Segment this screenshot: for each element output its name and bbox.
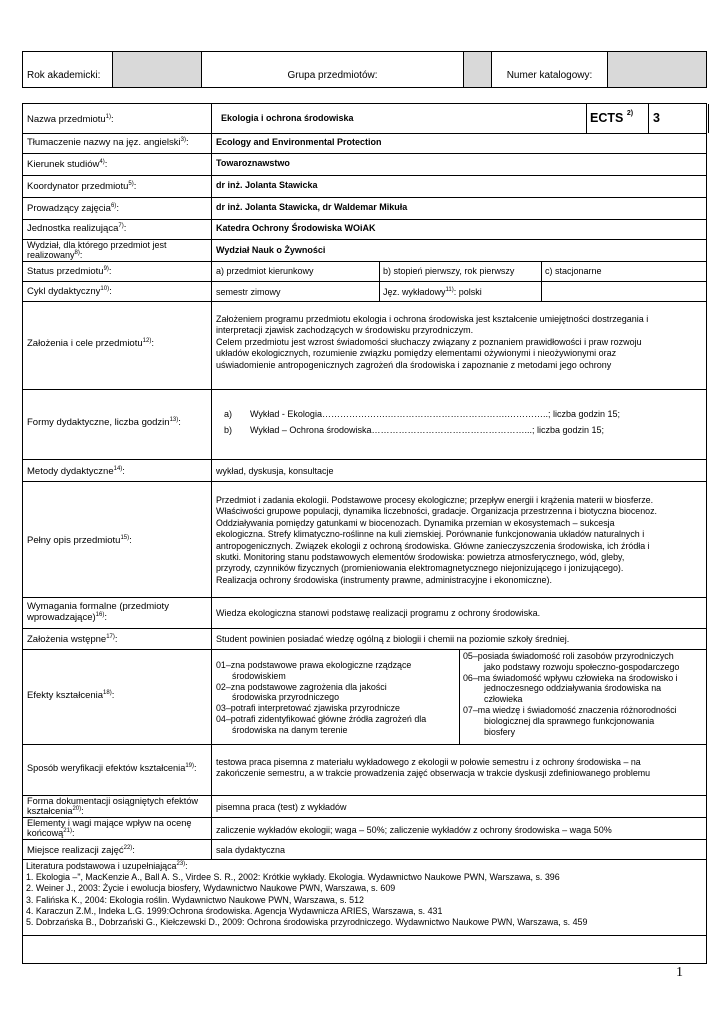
translation-label: Tłumaczenie nazwy na jęz. angielski$^{3)}$: <box>27 137 189 148</box>
coordinator-label: Koordynator przedmiotu$^{5)}$: <box>27 181 137 192</box>
documentation-value: pisemna praca (test) z wykładów <box>216 802 347 812</box>
academic-year-label: Rok akademicki: <box>27 70 101 81</box>
goals-line: Założeniem programu przedmiotu ekologia i ochrona środowiska jest kształcenie umiejętności dostrzegania i <box>216 314 649 324</box>
outcomes-label: Efekty kształcenia$^{18)}$: <box>27 690 115 701</box>
course-syllabus-table <box>22 103 707 964</box>
description-line: Przedmiot i zadania ekologii. Podstawowe procesy ekologiczne; przepływ energii i krążenia materii w biosferze. <box>216 495 654 505</box>
verification-line: zakończenie semestru, a w trakcie prowadzenia zajęć obserwacja w trakcie dyskusji zdefiniowanego problemu <box>216 768 651 779</box>
cycle-value: semestr zimowy <box>216 287 281 297</box>
literature-list <box>26 861 704 928</box>
outcome-item: człowieka <box>484 694 523 705</box>
coordinator-value: dr inż. Jolanta Stawicka <box>216 180 318 190</box>
row-divider <box>23 935 706 936</box>
course-name-label: Nazwa przedmiotu$^{1)}$: <box>27 114 114 125</box>
verification-text <box>216 757 650 780</box>
outcomes-right <box>463 651 703 737</box>
ects-divider <box>586 104 587 133</box>
course-name-value: Ekologia i ochrona środowiska <box>221 113 354 123</box>
description-line: ekologiczna. Strefy klimatyczno-roślinne na kuli ziemskiej. Porównanie funkcjonowania układów naturalnych i <box>216 529 645 540</box>
status-c-value: c) stacjonarne <box>545 266 602 276</box>
forms-label: Formy dydaktyczne, liczba godzin$^{13)}$: <box>27 417 181 428</box>
row-divider <box>23 301 706 302</box>
outcome-item: 04–potrafi zidentyfikować główne źródła zagrożeń dla <box>216 713 427 724</box>
row-divider <box>23 597 706 598</box>
literature-item: 2. Weiner J., 2003: Życie i ewolucja biosfery, Wydawnictwo Naukowe PWN, Warszawa, s. 609 <box>26 883 396 894</box>
unit-label: Jednostka realizująca$^{7)}$: <box>27 223 127 234</box>
description-line: Właściwości grupowe populacji, dynamika liczebności, gradacje. Organizacja przestrzenna i biotyczna biocenoz. <box>216 506 658 517</box>
outcome-item: 06–ma świadomość wpływu człowieka na środowisko i <box>463 672 678 683</box>
goals-line: interpretacji zjawisk zachodzących w środowisku przyrodniczym. <box>216 325 474 336</box>
forms-item: b) Wykład – Ochrona środowiska……………………………………………...; liczba godzin 15; <box>224 425 605 435</box>
requirements-label: Wymagania formalne (przedmioty wprowadzające)$^{16)}$: <box>27 601 169 623</box>
description-line: Realizacja ochrony środowiska (instrumenty prawne, administracyjne i ekonomiczne). <box>216 574 552 585</box>
literature-item: 1. Ekologia –", MacKenzie A., Ball A. S., Virdee S. R., 2002: Krótkie wykłady. Ekologia. Wydawnictwo Naukowe PWN, Warszawa, s. 396 <box>26 872 560 883</box>
row-divider <box>23 219 706 220</box>
outcome-item: biosfery <box>484 726 516 737</box>
row-divider <box>23 281 706 282</box>
outcome-item: 01–zna podstawowe prawa ekologiczne rządzące <box>216 660 412 670</box>
outcomes-column-divider <box>459 649 460 744</box>
academic-year-field <box>112 52 201 87</box>
row-divider <box>23 744 706 745</box>
translation-value: Ecology and Environmental Protection <box>216 137 382 147</box>
row-divider <box>23 133 706 134</box>
ects-divider <box>708 104 709 133</box>
outcome-item: biologicznej dla sprawnego funkcjonowania <box>484 715 655 726</box>
cycle-label: Cykl dydaktyczny$^{10)}$: <box>27 286 112 297</box>
outcome-item: 02–zna podstawowe zagrożenia dla jakości <box>216 681 387 692</box>
goals-line: uświadomienie antropogenicznych zagrożeń dla środowiska i zapoznanie z metodami jego ochrony <box>216 359 612 370</box>
status-b-value: b) stopień pierwszy, rok pierwszy <box>383 266 515 276</box>
verification-line: testowa praca pisemna z materiału wykładowego z ekologii w połowie semestru i z ochrony środowiska – na <box>216 757 641 767</box>
description-line: skutki. Monitoring stanu podstawowych elementów środowiska: powietrza atmosferycznego, wód, gleby, <box>216 552 625 563</box>
outcome-item: 07–ma wiedzę i świadomość znaczenia różnorodności <box>463 704 677 715</box>
prerequisites-label: Założenia wstępne$^{17)}$: <box>27 634 118 645</box>
documentation-label: Forma dokumentacji osiągniętych efektów kształcenia$^{20)}$: <box>27 796 199 816</box>
outcome-item: 05–posiada świadomość roli zasobów przyrodniczych <box>463 651 674 661</box>
literature-item: 5. Dobrzańska B., Dobrzański G., Kiełczewski D., 2009: Ochrona środowiska przyrodniczego. Wydawnictwo Naukowe PWN, Warszawa, s. 459 <box>26 917 588 928</box>
literature-item: 4. Karaczun Z.M., Indeka L.G. 1999:Ochrona środowiska. Agencja Wydawnicza ARIES, Warszawa, s. 431 <box>26 905 443 916</box>
row-divider <box>23 175 706 176</box>
row-divider <box>23 839 706 840</box>
literature-label: Literatura podstawowa i uzupełniająca$^{23)}$: <box>26 861 188 871</box>
description-line: antropogenicznych. Związek ekologii z ochroną środowiska. Główne zanieczyszczenia środowiska, ich źródła i <box>216 540 650 551</box>
outcome-item: środowiskiem <box>232 670 286 681</box>
unit-value: Katedra Ochrony Środowiska WOiAK <box>216 223 376 233</box>
teachers-value: dr inż. Jolanta Stawicka, dr Waldemar Mikuła <box>216 202 408 212</box>
language-field: Jęz. wykładowy$^{11)}$: polski <box>383 287 482 297</box>
grading-value: zaliczenie wykładów ekologii; waga – 50%; zaliczenie wykładów z ochrony środowiska – waga 50% <box>216 825 612 835</box>
requirements-value: Wiedza ekologiczna stanowi podstawę realizacji programu z ochrony środowiska. <box>216 608 541 618</box>
faculty-label: Wydział, dla którego przedmiot jest realizowany$^{8)}$: <box>27 240 167 260</box>
place-value: sala dydaktyczna <box>216 845 286 855</box>
faculty-value: Wydział Nauk o Żywności <box>216 245 326 255</box>
status-column-divider <box>541 261 542 301</box>
row-divider <box>23 153 706 154</box>
row-divider <box>23 628 706 629</box>
verification-label: Sposób weryfikacji efektów kształcenia$^{19)}$: <box>27 763 197 773</box>
literature-item: 3. Falińska K., 2004: Ekologia roślin. Wydawnictwo Naukowe PWN, Warszawa, s. 512 <box>26 894 364 905</box>
outcomes-left <box>216 660 426 736</box>
goals-line: Celem przedmiotu jest wzrost świadomości słuchaczy związany z poznaniem prawidłowości i praw rozwoju <box>216 336 642 347</box>
status-a-value: a) przedmiot kierunkowy <box>216 266 314 276</box>
grading-label: Elementy i wagi mające wpływ na ocenę końcową$^{21)}$: <box>27 818 192 838</box>
field-of-study-label: Kierunek studiów$^{4)}$: <box>27 159 108 170</box>
goals-line: układów ekologicznych, rozumienie związku pomiędzy elementami ożywionymi i nieożywionymi oraz <box>216 348 617 359</box>
ects-label: ECTS $^{2)}$ <box>590 110 634 125</box>
status-label: Status przedmiotu$^{9)}$: <box>27 266 112 277</box>
row-divider <box>23 459 706 460</box>
subject-group-label: Grupa przedmiotów: <box>201 52 463 87</box>
forms-list <box>224 406 620 438</box>
outcome-item: 03–potrafi interpretować zjawiska przyrodnicze <box>216 703 400 714</box>
row-divider <box>23 389 706 390</box>
forms-item: a) Wykład - Ekologia………………….………………………………….…………..; liczba godzin 15; <box>224 409 620 419</box>
description-label: Pełny opis przedmiotu$^{15)}$: <box>27 535 132 546</box>
header-table <box>22 51 707 88</box>
row-divider <box>23 859 706 860</box>
subject-group-field <box>463 52 491 87</box>
ects-divider <box>648 104 649 133</box>
outcome-item: jako podstawy rozwoju społeczno-gospodarczego <box>484 661 680 672</box>
description-line: Oddziaływania pomiędzy gatunkami w biocenozach. Dynamika przemian w ekosystemach – sukcesja <box>216 517 615 528</box>
ects-value: 3 <box>653 111 660 125</box>
page-number: 1 <box>676 965 683 980</box>
row-divider <box>23 197 706 198</box>
methods-label: Metody dydaktyczne$^{14)}$: <box>27 466 125 477</box>
goals-text <box>216 314 648 371</box>
row-divider <box>23 261 706 262</box>
column-divider <box>211 104 212 859</box>
methods-value: wykład, dyskusja, konsultacje <box>216 466 334 476</box>
outcome-item: jednoczesnego oddziaływania środowiska na <box>484 683 662 694</box>
catalog-number-field <box>607 52 706 87</box>
outcome-item: środowiska na danym terenie <box>232 724 348 735</box>
outcome-item: środowiska przyrodniczego <box>232 692 340 703</box>
goals-label: Założenia i cele przedmiotu$^{12)}$: <box>27 338 154 349</box>
row-divider <box>23 649 706 650</box>
teachers-label: Prowadzący zajęcia$^{6)}$: <box>27 203 119 214</box>
catalog-number-label: Numer katalogowy: <box>491 52 607 87</box>
status-column-divider <box>379 261 380 301</box>
prerequisites-value: Student powinien posiadać wiedzę ogólną z biologii i chemii na poziomie szkoły średniej. <box>216 634 570 644</box>
field-of-study-value: Towaroznawstwo <box>216 158 290 168</box>
row-divider <box>23 481 706 482</box>
description-line: przyrody, czynników fizycznych (promieniowania elektromagnetycznego niejonizującego i jonizującego). <box>216 563 624 574</box>
place-label: Miejsce realizacji zajęć$^{22)}$: <box>27 845 135 856</box>
description-text <box>216 495 657 586</box>
